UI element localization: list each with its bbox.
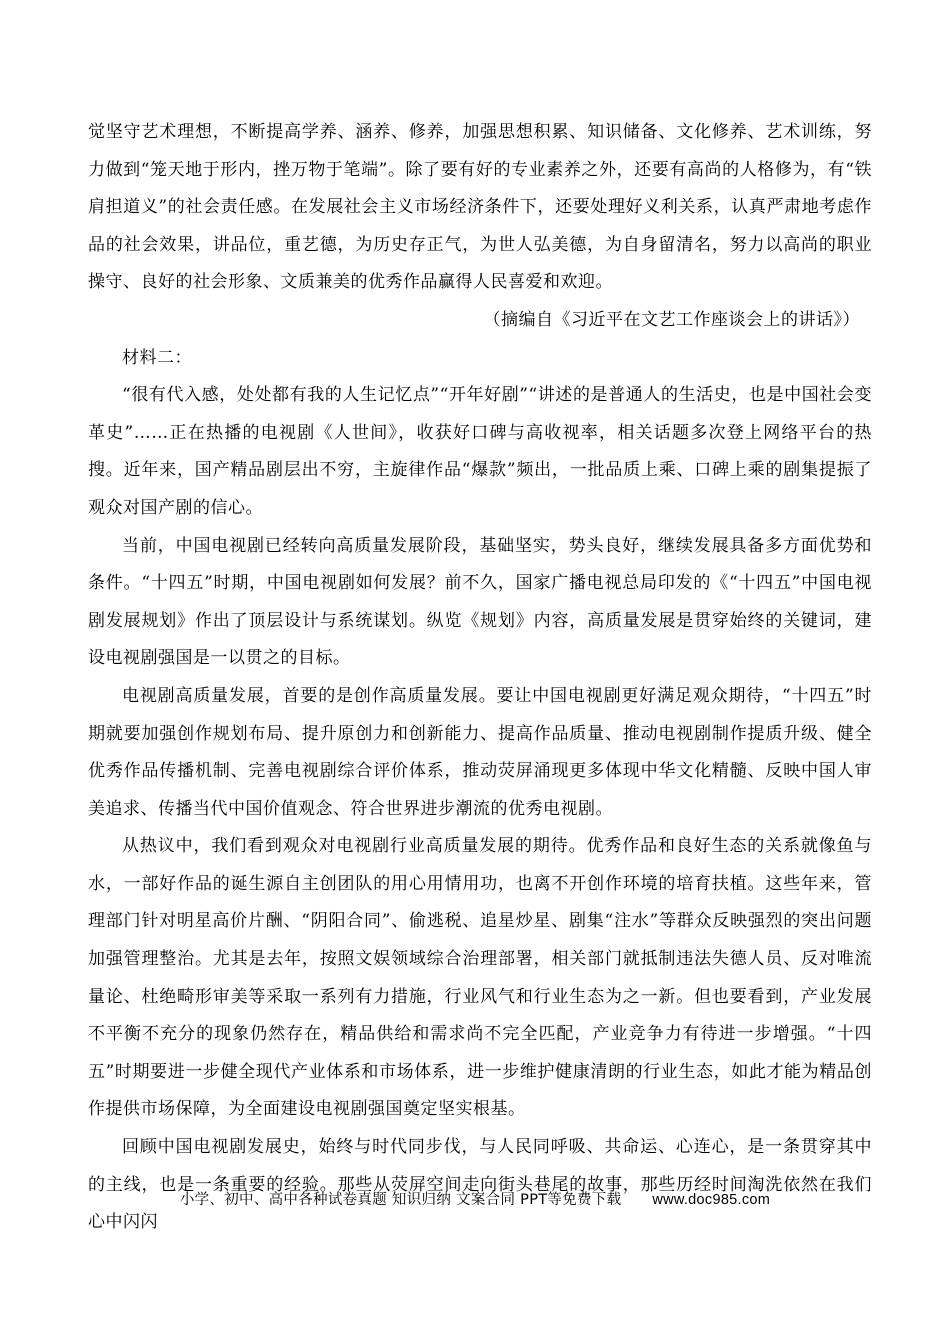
paragraph: 回顾中国电视剧发展史，始终与时代同步伐，与人民同呼吸、共命运、心连心，是一条贯穿其中的主线，也是一条重要的经验。那些从荧屏空间走向街头巷尾的故事，那些历经时间淘洗依然在我们心中闪闪 (88, 1137, 872, 1233)
paragraph: 当前，中国电视剧已经转向高质量发展阶段，基础坚实，势头良好，继续发展具备多方面优势和条件。“十四五”时期，中国电视剧如何发展？前不久，国家广播电视总局印发的《“十四五”中国电视剧发展规划》作出了顶层设计与系统谋划。纵览《规划》内容，高质量发展是贯穿始终的关键词，建设电视剧强国是一以贯之的目标。 (88, 535, 872, 669)
paragraph: 电视剧高质量发展，首要的是创作高质量发展。要让中国电视剧更好满足观众期待，“十四五”时期就要加强创作规划布局、提升原创力和创新能力、提高作品质量、推动电视剧制作提质升级、健全优秀作品传播机制、完善电视剧综合评价体系，推动荧屏涌现更多体现中华文化精髓、反映中国人审美追求、传播当代中国价值观念、符合世界进步潮流的优秀电视剧。 (88, 685, 872, 819)
footer-text: 小学、初中、高中各种试卷真题 知识归纳 文案合同 PPT等免费下载 (179, 1192, 622, 1208)
source-note: （摘编自《习近平在文艺工作座谈会上的讲话》） (483, 309, 860, 330)
material-heading: 材料二： (122, 347, 192, 368)
footer-url[interactable]: www.doc985.com (652, 1192, 771, 1208)
paragraph: 觉坚守艺术理想，不断提高学养、涵养、修养，加强思想积累、知识储备、文化修养、艺术训练，努力做到“笼天地于形内，挫万物于笔端”。除了要有好的专业素养之外，还要有高尚的人格修为，有“铁肩担道义”的社会责任感。在发展社会主义市场经济条件下，还要处理好义利关系，认真严肃地考虑作品的社会效果，讲品位，重艺德，为历史存正气，为世人弘美德，为自身留清名，努力以高尚的职业操守、良好的社会形象、文质兼美的优秀作品赢得人民喜爱和欢迎。 (88, 122, 872, 293)
document-body (88, 114, 872, 1242)
page-footer (0, 1188, 950, 1209)
paragraph: “很有代入感，处处都有我的人生记忆点”“开年好剧”“讲述的是普通人的生活史，也是中国社会变革史”……正在热播的电视剧《人世间》，收获好口碑与高收视率，相关话题多次登上网络平台的热搜。近年来，国产精品剧层出不穷，主旋律作品“爆款”频出，一批品质上乘、口碑上乘的剧集提振了观众对国产剧的信心。 (88, 385, 872, 518)
paragraph: 从热议中，我们看到观众对电视剧行业高质量发展的期待。优秀作品和良好生态的关系就像鱼与水，一部好作品的诞生源自主创团队的用心用情用功，也离不开创作环境的培育扶植。这些年来，管理部门针对明星高价片酬、“阴阳合同”、偷逃税、追星炒星、剧集“注水”等群众反映强烈的突出问题加强管理整治。尤其是去年，按照文娱领域综合治理部署，相关部门就抵制违法失德人员、反对唯流量论、杜绝畸形审美等采取一系列有力措施，行业风气和行业生态为之一新。但也要看到，产业发展不平衡不充分的现象仍然存在，精品供给和需求尚不完全匹配，产业竞争力有待进一步增强。“十四五”时期要进一步健全现代产业体系和市场体系，进一步维护健康清朗的行业生态，如此才能为精品创作提供市场保障，为全面建设电视剧强国奠定坚实根基。 (88, 836, 872, 1120)
